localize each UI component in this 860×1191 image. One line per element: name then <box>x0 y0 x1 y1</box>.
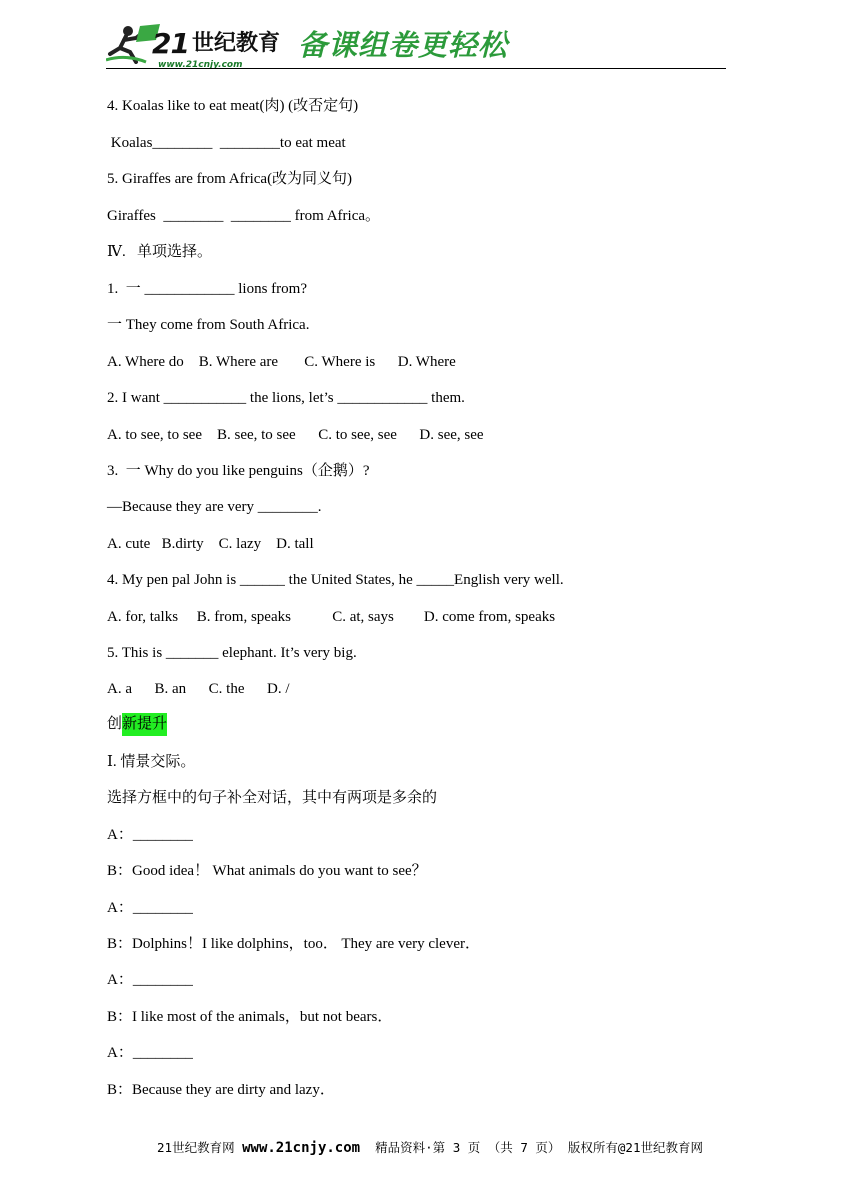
dialogue-line: A：________ <box>107 1045 193 1061</box>
instruction-text: 选择方框中的句子补全对话，其中有两项是多余的 <box>107 790 438 806</box>
section-title <box>107 714 167 736</box>
dialogue-line: A：________ <box>107 827 193 843</box>
header-divider <box>106 68 726 69</box>
logo-number: 21 <box>152 27 189 60</box>
header-slogan: 备课组卷更轻松 <box>298 28 509 62</box>
dialogue-line: B：I like most of the animals，but not bears． <box>107 1009 393 1025</box>
answer-options: A. Where do B. Where are C. Where is D. Where <box>107 354 456 370</box>
footer-page-info: 精品资料·第 3 页 （共 7 页） 版权所有@21世纪教育网 <box>360 1140 703 1155</box>
question-text: Giraffes ________ ________ from Africa。 <box>107 208 381 224</box>
section-title-first: 创 <box>107 716 123 732</box>
question-text: 2. I want ___________ the lions, let’s ____________ them. <box>107 390 465 406</box>
logo-text: 世纪教育 <box>192 31 281 56</box>
dialogue-line: A：________ <box>107 972 193 988</box>
dialogue-line: A：________ <box>107 900 193 916</box>
answer-options: A. cute B.dirty C. lazy D. tall <box>107 536 314 552</box>
dialogue-line: B：Dolphins！I like dolphins，too． They are very clever． <box>107 936 480 952</box>
section-heading: Ⅰ. 情景交际。 <box>107 754 196 770</box>
footer-site-name: 21世纪教育网 <box>157 1140 243 1155</box>
answer-options: A. a B. an C. the D. / <box>107 681 290 697</box>
question-text: 5. Giraffes are from Africa(改为同义句) <box>107 171 353 187</box>
page-footer <box>0 1139 860 1157</box>
section-title-highlight: 新提升 <box>122 713 167 736</box>
question-text: Koalas________ ________to eat meat <box>107 135 346 151</box>
question-text: 1. 一 ____________ lions from? <box>107 281 307 297</box>
question-text: 4. My pen pal John is ______ the United States, he _____English very well. <box>107 572 564 588</box>
dialogue-line: B：Because they are dirty and lazy． <box>107 1082 335 1098</box>
dialogue-line: B：Good idea！ What animals do you want to see？ <box>107 863 427 879</box>
footer-url: www.21cnjy.com <box>242 1140 361 1156</box>
question-text: 一 They come from South Africa. <box>107 317 310 333</box>
logo-url: www.21cnjy.com <box>158 60 243 70</box>
question-text: 4. Koalas like to eat meat(肉) (改否定句) <box>107 98 359 114</box>
page-header <box>106 18 726 70</box>
question-text: —Because they are very ________. <box>107 499 322 515</box>
question-text: 5. This is _______ elephant. It’s very big. <box>107 645 357 661</box>
answer-options: A. for, talks B. from, speaks C. at, says D. come from, speaks <box>107 609 556 625</box>
answer-options: A. to see, to see B. see, to see C. to see, see D. see, see <box>107 427 484 443</box>
question-text: 3. 一 Why do you like penguins（企鹅）? <box>107 463 370 479</box>
section-heading: Ⅳ. 单项选择。 <box>107 244 212 260</box>
